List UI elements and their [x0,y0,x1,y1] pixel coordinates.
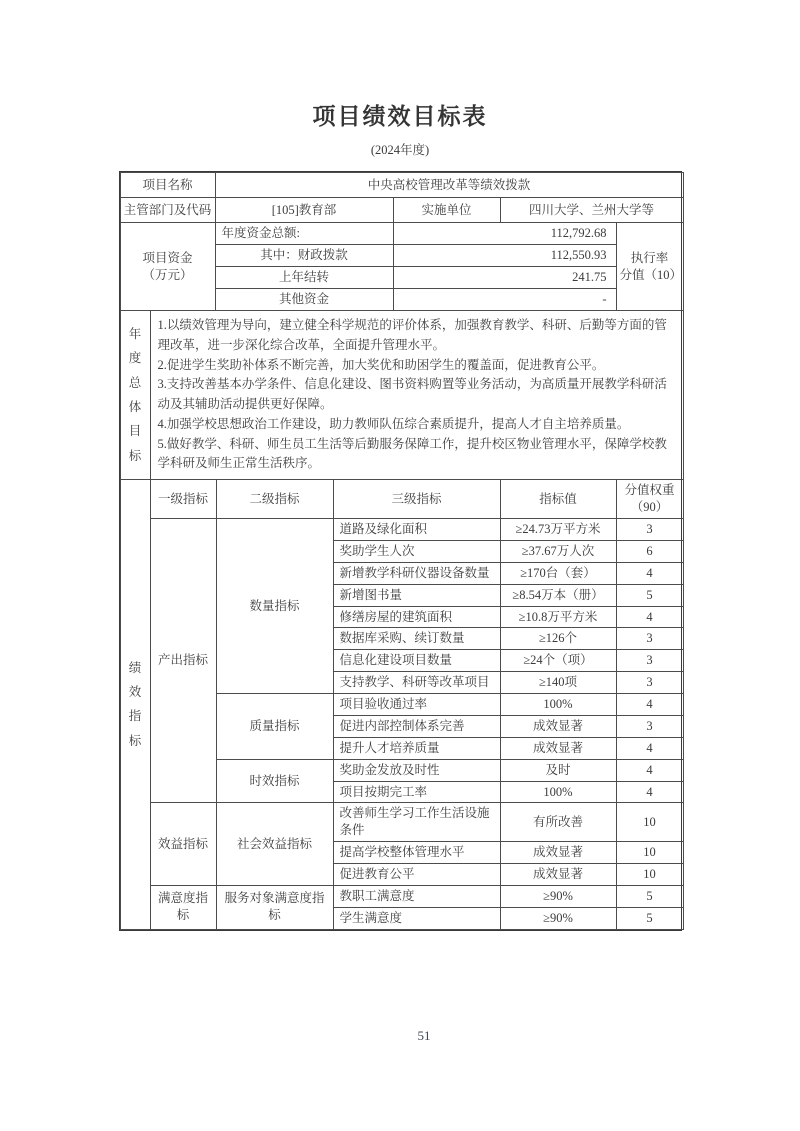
indicator-value-cell: ≥24个（项） [500,650,616,672]
indicator-weight-cell: 4 [616,737,683,759]
indicators-header-row [120,480,683,519]
indicator-name-cell: 促进教育公平 [333,864,500,886]
page-subtitle: (2024年度) [370,143,430,157]
indicator-name-cell: 支持教学、科研等改革项目 [333,672,500,694]
funding-label-line2: （万元） [142,267,193,282]
indicator-value-cell: 100% [500,694,616,716]
indicator-weight-cell: 10 [616,864,683,886]
funding-row [120,223,683,245]
funding-item-name: 年度资金总额: [215,223,393,245]
department-value: [105]教育部 [215,198,393,223]
performance-target-table [119,171,682,931]
indicator-weight-cell: 3 [616,650,683,672]
level1-indicator-cell: 满意度指标 [150,885,216,929]
funding-label [120,223,215,311]
indicators-table [120,479,684,930]
indicator-name-cell: 数据库采购、续订数量 [333,628,500,650]
indicator-weight-cell: 4 [616,694,683,716]
funding-item-value: 241.75 [393,267,616,289]
indicator-name-cell: 学生满意度 [333,907,500,929]
level1-indicator-cell: 产出指标 [150,519,216,803]
indicator-row [120,519,683,541]
indicator-value-cell: ≥8.54万本（册） [500,584,616,606]
funding-item-name: 其中：财政拨款 [215,245,393,267]
indicators-body [120,480,683,930]
funding-label-line1: 项目资金 [142,250,193,265]
indicator-name-cell: 道路及绿化面积 [333,519,500,541]
goal-item: 5.做好教学、科研、师生员工生活等后勤服务保障工作，提升校区物业管理水平，保障学校教学科研及师生正常生活秩序。 [157,436,667,471]
level2-indicator-cell: 服务对象满意度指标 [216,885,333,929]
department-label: 主管部门及代码 [120,198,215,223]
indicator-name-cell: 项目按期完工率 [333,781,500,803]
indicator-value-cell: ≥24.73万平方米 [500,519,616,541]
indicator-weight-cell: 3 [616,715,683,737]
funding-table [120,222,684,311]
indicator-name-cell: 提升人才培养质量 [333,737,500,759]
indicator-name-cell: 奖助学生人次 [333,540,500,562]
funding-item-name: 上年结转 [215,267,393,289]
department-row [120,198,683,223]
header-value: 指标值 [500,480,616,519]
page-number: 51 [417,1028,431,1043]
indicator-weight-cell: 4 [616,781,683,803]
goal-item: 1.以绩效管理为导向，建立健全科学规范的评价体系，加强教育教学、科研、后勤等方面的管理改革，进一步深化综合改革，全面提升管理水平。 [157,318,667,352]
indicator-value-cell: ≥170台（套） [500,562,616,584]
level1-indicator-cell: 效益指标 [150,803,216,886]
project-name-label: 项目名称 [120,173,215,198]
indicator-name-cell: 奖助金发放及时性 [333,759,500,781]
header-level2: 二级指标 [216,480,333,519]
funding-item-name: 其他资金 [215,289,393,311]
performance-indicators-label: 绩效指标 [120,480,150,930]
implementing-unit-value: 四川大学、兰州大学等 [500,198,683,223]
indicator-value-cell: 成效显著 [500,864,616,886]
indicator-name-cell: 信息化建设项目数量 [333,650,500,672]
header-weight-line2: （90） [630,500,669,514]
indicator-weight-cell: 3 [616,672,683,694]
indicator-weight-cell: 3 [616,628,683,650]
indicator-name-cell: 项目验收通过率 [333,694,500,716]
title-block [119,0,682,158]
indicator-weight-cell: 4 [616,562,683,584]
execution-rate-score-label [616,223,683,311]
indicator-name-cell: 改善师生学习工作生活设施条件 [333,803,500,842]
goal-item: 2.促进学生奖助补体系不断完善，加大奖优和助困学生的覆盖面，促进教育公平。 [157,357,605,372]
execution-rate-line2: 分值（10） [619,267,683,282]
indicator-value-cell: ≥126个 [500,628,616,650]
indicator-weight-cell: 4 [616,759,683,781]
level2-indicator-cell: 数量指标 [216,519,333,694]
indicator-weight-cell: 10 [616,842,683,864]
indicator-value-cell: ≥37.67万人次 [500,540,616,562]
indicator-value-cell: 及时 [500,759,616,781]
level2-indicator-cell: 时效指标 [216,759,333,803]
execution-rate-line1: 执行率 [630,250,669,265]
indicator-value-cell: ≥90% [500,907,616,929]
indicator-weight-cell: 10 [616,803,683,842]
annual-goals-row [120,311,683,480]
indicator-value-cell: 成效显著 [500,737,616,759]
goal-item: 4.加强学校思想政治工作建设，助力教师队伍综合素质提升，提高人才自主培养质量。 [157,416,630,431]
indicator-weight-cell: 4 [616,606,683,628]
funding-item-value: 112,550.93 [393,245,616,267]
implementing-unit-label: 实施单位 [393,198,500,223]
project-info-table [120,172,684,223]
project-name-row [120,173,683,198]
indicator-weight-cell: 5 [616,584,683,606]
indicator-value-cell: 成效显著 [500,842,616,864]
funding-item-value: - [393,289,616,311]
project-name-value: 中央高校管理改革等绩效拨款 [215,173,683,198]
annual-goals-text [150,311,683,480]
indicator-value-cell: ≥90% [500,885,616,907]
header-weight-line1: 分值权重 [624,483,675,498]
indicator-value-cell: ≥140项 [500,672,616,694]
goal-item: 3.支持改善基本办学条件、信息化建设、图书资料购置等业务活动，为高质量开展教学科研活动及其辅助活动提供更好保障。 [157,377,667,411]
indicator-name-cell: 新增图书量 [333,584,500,606]
header-weight [616,480,683,519]
indicator-weight-cell: 3 [616,519,683,541]
header-level1: 一级指标 [150,480,216,519]
level2-indicator-cell: 社会效益指标 [216,803,333,886]
indicator-value-cell: ≥10.8万平方米 [500,606,616,628]
indicator-weight-cell: 5 [616,907,683,929]
document-page [119,0,682,931]
indicator-value-cell: 有所改善 [500,803,616,842]
annual-goals-table [120,310,684,480]
indicator-weight-cell: 5 [616,885,683,907]
indicator-name-cell: 新增教学科研仪器设备数量 [333,562,500,584]
indicator-value-cell: 成效显著 [500,715,616,737]
indicator-row [120,885,683,907]
page-title: 项目绩效目标表 [312,104,488,129]
funding-item-value: 112,792.68 [393,223,616,245]
header-level3: 三级指标 [333,480,500,519]
indicator-name-cell: 教职工满意度 [333,885,500,907]
indicator-name-cell: 提高学校整体管理水平 [333,842,500,864]
indicator-name-cell: 修缮房屋的建筑面积 [333,606,500,628]
indicator-name-cell: 促进内部控制体系完善 [333,715,500,737]
indicator-value-cell: 100% [500,781,616,803]
annual-goals-label: 年度总体目标 [120,311,150,480]
indicator-weight-cell: 6 [616,540,683,562]
indicator-row [120,803,683,842]
level2-indicator-cell: 质量指标 [216,694,333,760]
